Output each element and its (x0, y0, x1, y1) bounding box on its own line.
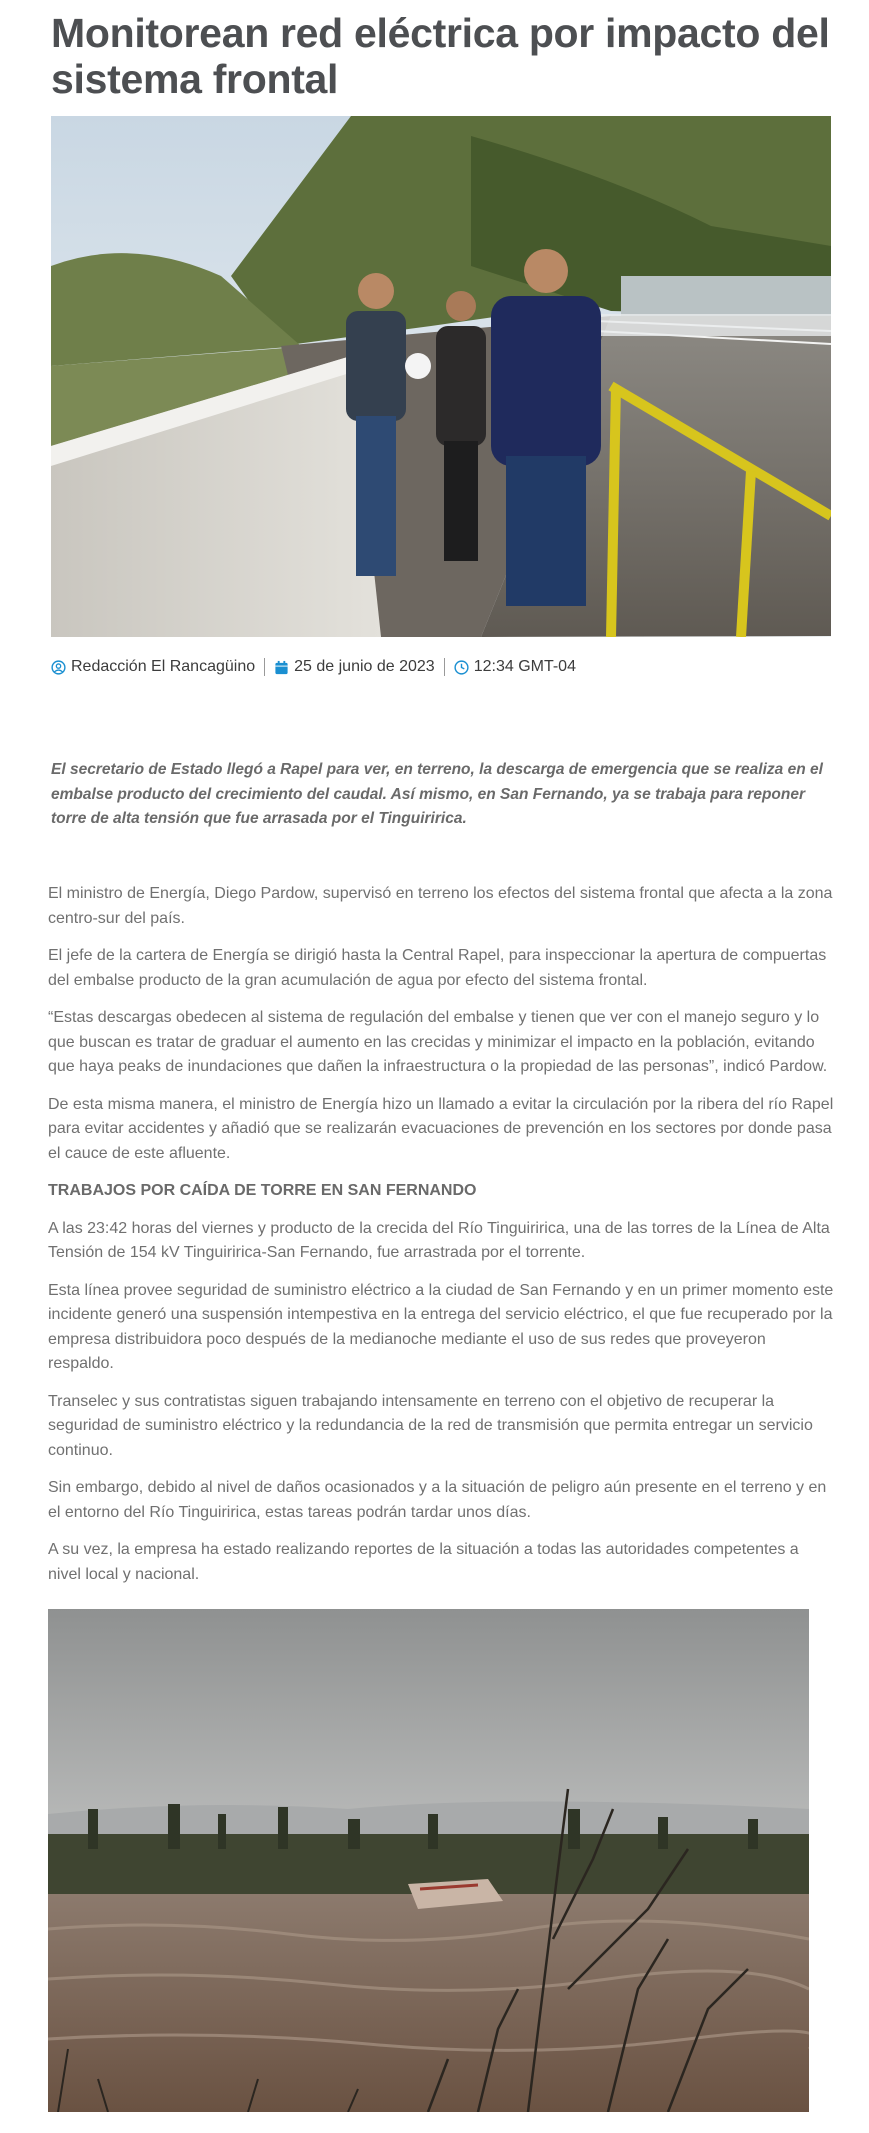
body-paragraph: De esta misma manera, el ministro de Energía hizo un llamado a evitar la circulación por la ribera del río Rapel para evitar accidentes y añadió que se realizarán evacuaciones de prevención en los sectores por donde pasa el cauce de este afluente. (48, 1095, 834, 1162)
meta-divider (444, 658, 445, 676)
date-meta (274, 658, 435, 676)
publish-date: 25 de junio de 2023 (294, 658, 435, 675)
meta-divider (264, 658, 265, 676)
hero-image (51, 116, 831, 637)
body-paragraph: Transelec y sus contratistas siguen trabajando intensamente en terreno con el objetivo de recuperar la seguridad de suministro eléctrico y la redundancia de la red de transmisión que permita entregar un servicio continuo. (48, 1392, 813, 1459)
body-paragraph: El ministro de Energía, Diego Pardow, supervisó en terreno los efectos del sistema frontal que afecta a la zona centro-sur del país. (48, 885, 833, 927)
author-meta[interactable] (51, 658, 255, 676)
body-paragraph: El jefe de la cartera de Energía se dirigió hasta la Central Rapel, para inspeccionar la apertura de compuertas del embalse producto de la gran acumulación de agua por efecto del sistema frontal. (48, 947, 827, 989)
body-paragraph: A su vez, la empresa ha estado realizando reportes de la situación a todas las autoridades competentes a nivel local y nacional. (48, 1541, 799, 1583)
body-paragraph: “Estas descargas obedecen al sistema de regulación del embalse y tienen que ver con el manejo seguro y lo que buscan es tratar de graduar el aumento en las crecidas y minimizar el impacto en la población, evitando que haya peaks de inundaciones que dañen la infraestructura o la propiedad de las personas”, indicó Pardow. (48, 1009, 828, 1075)
body-paragraph: Esta línea provee seguridad de suministro eléctrico a la ciudad de San Fernando y en un primer momento este incidente generó una suspensión intempestiva en la entrega del servicio eléctrico, el que fue recuperado por la empresa distribuidora poco después de la medianoche mediante el uso de sus redes que proveyeron respaldo. (48, 1281, 834, 1372)
author-name: Redacción El Rancagüino (71, 658, 256, 675)
publish-time: 12:34 GMT-04 (473, 658, 576, 675)
body-paragraph: Sin embargo, debido al nivel de daños ocasionados y a la situación de peligro aún presente en el terreno y en el entorno del Río Tinguiririca, estas tareas podrán tardar unos días. (48, 1479, 827, 1521)
user-circle-icon (51, 660, 66, 675)
body-paragraph: A las 23:42 horas del viernes y producto de la crecida del Río Tinguiririca, una de las torres de la Línea de Alta Tensión de 154 kV Tinguiririca-San Fernando, fue arrastrada por el torrente. (48, 1219, 830, 1261)
article-body (48, 882, 834, 1600)
river-flood-image (48, 1609, 809, 2112)
flood-photo-illustration (48, 1609, 809, 2112)
hero-photo-illustration (51, 116, 831, 637)
section-subheading: TRABAJOS POR CAÍDA DE TORRE EN SAN FERNANDO (48, 1182, 477, 1199)
clock-icon (454, 660, 469, 675)
article-lead: El secretario de Estado llegó a Rapel para ver, en terreno, la descarga de emergencia que se realiza en el embalse producto del crecimiento del caudal. Así mismo, en San Fernando, ya se trabaja para reponer torre de alta tensión que fue arrasada por el Tinguiririca. (51, 761, 823, 827)
time-meta (454, 658, 576, 676)
article-title: Monitorean red eléctrica por impacto del sistema frontal (51, 10, 830, 102)
article-meta (51, 656, 576, 678)
calendar-icon (274, 660, 289, 675)
